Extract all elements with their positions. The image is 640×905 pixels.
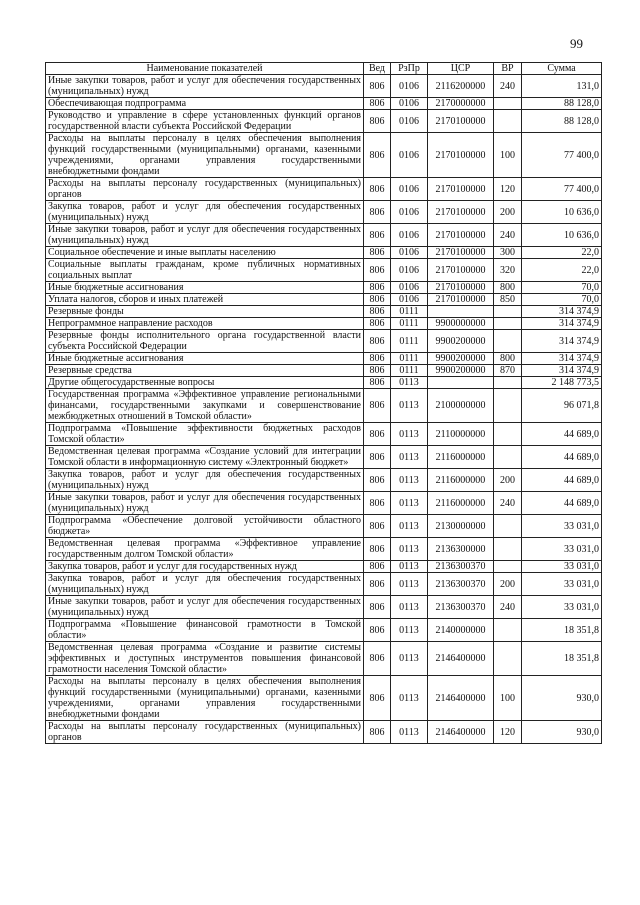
cell-ved: 806 — [364, 423, 391, 446]
cell-name: Расходы на выплаты персоналу в целях обеспечения выполнения функций государственными (муниципальными) органами, казенными учреждениями, органами управления государственными внебюджетными фондами — [46, 133, 364, 178]
cell-vr — [494, 642, 522, 676]
cell-csr: 2146400000 — [428, 676, 494, 721]
cell-vr: 870 — [494, 365, 522, 377]
cell-csr — [428, 377, 494, 389]
page-number: 99 — [570, 36, 583, 51]
cell-rzpr: 0106 — [391, 201, 428, 224]
cell-rzpr: 0113 — [391, 573, 428, 596]
table-row — [46, 353, 602, 365]
cell-ved: 806 — [364, 75, 391, 98]
cell-sum: 930,0 — [522, 721, 602, 744]
cell-vr: 240 — [494, 224, 522, 247]
cell-sum: 18 351,8 — [522, 619, 602, 642]
table-row — [46, 642, 602, 676]
cell-csr: 2136300370 — [428, 596, 494, 619]
cell-name: Подпрограмма «Повышение финансовой грамотности в Томской области» — [46, 619, 364, 642]
cell-rzpr: 0113 — [391, 423, 428, 446]
table-row — [46, 676, 602, 721]
cell-sum: 314 374,9 — [522, 318, 602, 330]
cell-csr: 2170100000 — [428, 133, 494, 178]
cell-ved: 806 — [364, 389, 391, 423]
cell-name: Подпрограмма «Обеспечение долговой устойчивости областного бюджета» — [46, 515, 364, 538]
cell-name: Иные бюджетные ассигнования — [46, 282, 364, 294]
table-row — [46, 365, 602, 377]
cell-sum: 10 636,0 — [522, 201, 602, 224]
cell-rzpr: 0113 — [391, 469, 428, 492]
cell-csr: 2146400000 — [428, 721, 494, 744]
cell-rzpr: 0106 — [391, 98, 428, 110]
table-row — [46, 515, 602, 538]
cell-name: Закупка товаров, работ и услуг для обеспечения государственных (муниципальных) нужд — [46, 201, 364, 224]
table-row — [46, 318, 602, 330]
cell-ved: 806 — [364, 110, 391, 133]
cell-ved: 806 — [364, 259, 391, 282]
cell-csr: 2140000000 — [428, 619, 494, 642]
cell-sum: 88 128,0 — [522, 98, 602, 110]
cell-ved: 806 — [364, 201, 391, 224]
cell-sum: 44 689,0 — [522, 492, 602, 515]
cell-vr: 200 — [494, 573, 522, 596]
cell-name: Расходы на выплаты персоналу в целях обеспечения выполнения функций государственными (муниципальными) органами, казенными учреждениями, органами управления государственными внебюджетными фондами — [46, 676, 364, 721]
cell-ved: 806 — [364, 561, 391, 573]
cell-vr: 240 — [494, 75, 522, 98]
cell-vr — [494, 538, 522, 561]
cell-name: Другие общегосударственные вопросы — [46, 377, 364, 389]
cell-vr — [494, 318, 522, 330]
cell-vr: 300 — [494, 247, 522, 259]
table-row — [46, 446, 602, 469]
cell-rzpr: 0106 — [391, 247, 428, 259]
cell-name: Государственная программа «Эффективное управление региональными финансами, государственными закупками и совершенствование межбюджетных отношений в Томской области» — [46, 389, 364, 423]
cell-csr: 2170100000 — [428, 201, 494, 224]
table-row — [46, 423, 602, 446]
cell-sum: 33 031,0 — [522, 573, 602, 596]
cell-csr: 9900000000 — [428, 318, 494, 330]
cell-vr — [494, 561, 522, 573]
table-row — [46, 98, 602, 110]
cell-ved: 806 — [364, 515, 391, 538]
table-row — [46, 110, 602, 133]
cell-csr — [428, 306, 494, 318]
cell-name: Иные закупки товаров, работ и услуг для обеспечения государственных (муниципальных) нужд — [46, 75, 364, 98]
header-vr: ВР — [494, 63, 522, 75]
header-rzpr: РзПр — [391, 63, 428, 75]
table-row — [46, 75, 602, 98]
cell-vr: 320 — [494, 259, 522, 282]
cell-sum: 96 071,8 — [522, 389, 602, 423]
table-row — [46, 538, 602, 561]
cell-rzpr: 0113 — [391, 515, 428, 538]
cell-csr: 2170100000 — [428, 110, 494, 133]
cell-name: Обеспечивающая подпрограмма — [46, 98, 364, 110]
cell-sum: 77 400,0 — [522, 133, 602, 178]
cell-ved: 806 — [364, 178, 391, 201]
cell-name: Закупка товаров, работ и услуг для обеспечения государственных (муниципальных) нужд — [46, 469, 364, 492]
cell-ved: 806 — [364, 721, 391, 744]
cell-sum: 314 374,9 — [522, 353, 602, 365]
cell-sum: 22,0 — [522, 259, 602, 282]
cell-name: Иные закупки товаров, работ и услуг для обеспечения государственных (муниципальных) нужд — [46, 224, 364, 247]
cell-vr: 200 — [494, 201, 522, 224]
cell-vr — [494, 330, 522, 353]
cell-rzpr: 0111 — [391, 353, 428, 365]
cell-name: Закупка товаров, работ и услуг для обеспечения государственных (муниципальных) нужд — [46, 573, 364, 596]
table-row — [46, 282, 602, 294]
cell-ved: 806 — [364, 596, 391, 619]
header-ved: Вед — [364, 63, 391, 75]
cell-name: Резервные средства — [46, 365, 364, 377]
cell-rzpr: 0113 — [391, 538, 428, 561]
cell-name: Ведомственная целевая программа «Эффективное управление государственным долгом Томской области» — [46, 538, 364, 561]
table-row — [46, 561, 602, 573]
cell-ved: 806 — [364, 133, 391, 178]
cell-vr: 120 — [494, 178, 522, 201]
cell-sum: 314 374,9 — [522, 330, 602, 353]
cell-sum: 314 374,9 — [522, 365, 602, 377]
cell-rzpr: 0106 — [391, 294, 428, 306]
cell-sum: 88 128,0 — [522, 110, 602, 133]
cell-csr: 2170000000 — [428, 98, 494, 110]
cell-rzpr: 0113 — [391, 642, 428, 676]
cell-vr: 200 — [494, 469, 522, 492]
cell-name: Непрограммное направление расходов — [46, 318, 364, 330]
cell-name: Социальное обеспечение и иные выплаты населению — [46, 247, 364, 259]
cell-rzpr: 0111 — [391, 306, 428, 318]
cell-name: Уплата налогов, сборов и иных платежей — [46, 294, 364, 306]
table-row — [46, 224, 602, 247]
cell-ved: 806 — [364, 365, 391, 377]
cell-ved: 806 — [364, 446, 391, 469]
cell-csr: 2170100000 — [428, 247, 494, 259]
cell-ved: 806 — [364, 377, 391, 389]
cell-sum: 33 031,0 — [522, 538, 602, 561]
cell-sum: 33 031,0 — [522, 561, 602, 573]
table-row — [46, 294, 602, 306]
cell-rzpr: 0111 — [391, 365, 428, 377]
cell-name: Ведомственная целевая программа «Создание условий для интеграции Томской области в информационную систему «Электронный бюджет» — [46, 446, 364, 469]
table-row — [46, 330, 602, 353]
cell-vr — [494, 515, 522, 538]
cell-sum: 70,0 — [522, 294, 602, 306]
cell-rzpr: 0113 — [391, 676, 428, 721]
cell-vr — [494, 423, 522, 446]
cell-csr: 2136300370 — [428, 561, 494, 573]
cell-sum: 77 400,0 — [522, 178, 602, 201]
cell-rzpr: 0106 — [391, 282, 428, 294]
cell-vr: 800 — [494, 353, 522, 365]
cell-vr — [494, 306, 522, 318]
cell-ved: 806 — [364, 619, 391, 642]
cell-vr: 120 — [494, 721, 522, 744]
cell-name: Расходы на выплаты персоналу государственных (муниципальных) органов — [46, 721, 364, 744]
cell-rzpr: 0106 — [391, 133, 428, 178]
cell-vr: 800 — [494, 282, 522, 294]
cell-csr: 2116000000 — [428, 492, 494, 515]
cell-ved: 806 — [364, 469, 391, 492]
cell-csr: 2136300370 — [428, 573, 494, 596]
cell-name: Иные закупки товаров, работ и услуг для обеспечения государственных (муниципальных) нужд — [46, 492, 364, 515]
cell-sum: 930,0 — [522, 676, 602, 721]
cell-vr: 240 — [494, 596, 522, 619]
table-row — [46, 247, 602, 259]
table-row — [46, 573, 602, 596]
cell-ved: 806 — [364, 98, 391, 110]
cell-ved: 806 — [364, 282, 391, 294]
table-body — [46, 75, 602, 744]
cell-rzpr: 0113 — [391, 721, 428, 744]
cell-ved: 806 — [364, 642, 391, 676]
cell-vr — [494, 377, 522, 389]
cell-rzpr: 0113 — [391, 561, 428, 573]
cell-rzpr: 0113 — [391, 446, 428, 469]
cell-csr: 9900200000 — [428, 365, 494, 377]
table-row — [46, 377, 602, 389]
cell-csr: 2170100000 — [428, 294, 494, 306]
cell-sum: 70,0 — [522, 282, 602, 294]
table-row — [46, 619, 602, 642]
cell-csr: 2100000000 — [428, 389, 494, 423]
table-row — [46, 133, 602, 178]
cell-sum: 10 636,0 — [522, 224, 602, 247]
cell-csr: 2146400000 — [428, 642, 494, 676]
table-row — [46, 201, 602, 224]
table-row — [46, 596, 602, 619]
cell-ved: 806 — [364, 224, 391, 247]
table-row — [46, 469, 602, 492]
cell-name: Руководство и управление в сфере установленных функций органов государственной власти субъекта Российской Федерации — [46, 110, 364, 133]
cell-rzpr: 0106 — [391, 259, 428, 282]
table-row — [46, 259, 602, 282]
header-name: Наименование показателей — [46, 63, 364, 75]
cell-name: Ведомственная целевая программа «Создание и развитие системы эффективных и доступных инструментов повышения финансовой грамотности населения Томской области» — [46, 642, 364, 676]
cell-ved: 806 — [364, 306, 391, 318]
cell-rzpr: 0113 — [391, 377, 428, 389]
cell-vr — [494, 446, 522, 469]
cell-sum: 44 689,0 — [522, 423, 602, 446]
cell-name: Подпрограмма «Повышение эффективности бюджетных расходов Томской области» — [46, 423, 364, 446]
cell-vr: 240 — [494, 492, 522, 515]
cell-rzpr: 0106 — [391, 75, 428, 98]
table-row — [46, 721, 602, 744]
cell-name: Расходы на выплаты персоналу государственных (муниципальных) органов — [46, 178, 364, 201]
cell-vr — [494, 619, 522, 642]
cell-rzpr: 0113 — [391, 596, 428, 619]
cell-sum: 44 689,0 — [522, 469, 602, 492]
cell-csr: 2130000000 — [428, 515, 494, 538]
cell-csr: 2116000000 — [428, 469, 494, 492]
cell-ved: 806 — [364, 330, 391, 353]
cell-rzpr: 0106 — [391, 178, 428, 201]
cell-ved: 806 — [364, 318, 391, 330]
table-row — [46, 492, 602, 515]
cell-vr: 850 — [494, 294, 522, 306]
cell-sum: 2 148 773,5 — [522, 377, 602, 389]
cell-vr — [494, 98, 522, 110]
cell-sum: 18 351,8 — [522, 642, 602, 676]
cell-rzpr: 0113 — [391, 619, 428, 642]
cell-ved: 806 — [364, 247, 391, 259]
cell-csr: 9900200000 — [428, 330, 494, 353]
cell-csr: 2116200000 — [428, 75, 494, 98]
table-row — [46, 306, 602, 318]
cell-csr: 2116000000 — [428, 446, 494, 469]
cell-sum: 22,0 — [522, 247, 602, 259]
cell-rzpr: 0111 — [391, 318, 428, 330]
cell-rzpr: 0106 — [391, 110, 428, 133]
table-header-row — [46, 63, 602, 75]
table-row — [46, 389, 602, 423]
cell-rzpr: 0113 — [391, 492, 428, 515]
cell-ved: 806 — [364, 294, 391, 306]
cell-csr: 9900200000 — [428, 353, 494, 365]
cell-rzpr: 0106 — [391, 224, 428, 247]
cell-sum: 44 689,0 — [522, 446, 602, 469]
table-row — [46, 178, 602, 201]
cell-ved: 806 — [364, 538, 391, 561]
cell-csr: 2136300000 — [428, 538, 494, 561]
cell-rzpr: 0111 — [391, 330, 428, 353]
cell-csr: 2170100000 — [428, 282, 494, 294]
budget-table — [45, 62, 602, 744]
cell-ved: 806 — [364, 573, 391, 596]
cell-rzpr: 0113 — [391, 389, 428, 423]
cell-sum: 314 374,9 — [522, 306, 602, 318]
cell-sum: 131,0 — [522, 75, 602, 98]
cell-vr — [494, 389, 522, 423]
cell-ved: 806 — [364, 353, 391, 365]
cell-name: Иные бюджетные ассигнования — [46, 353, 364, 365]
cell-ved: 806 — [364, 676, 391, 721]
cell-name: Резервные фонды исполнительного органа государственной власти субъекта Российской Федерации — [46, 330, 364, 353]
cell-ved: 806 — [364, 492, 391, 515]
cell-sum: 33 031,0 — [522, 596, 602, 619]
cell-vr — [494, 110, 522, 133]
cell-csr: 2170100000 — [428, 224, 494, 247]
cell-name: Социальные выплаты гражданам, кроме публичных нормативных социальных выплат — [46, 259, 364, 282]
cell-csr: 2170100000 — [428, 259, 494, 282]
cell-vr: 100 — [494, 133, 522, 178]
cell-sum: 33 031,0 — [522, 515, 602, 538]
cell-name: Иные закупки товаров, работ и услуг для обеспечения государственных (муниципальных) нужд — [46, 596, 364, 619]
cell-csr: 2170100000 — [428, 178, 494, 201]
cell-name: Закупка товаров, работ и услуг для государственных нужд — [46, 561, 364, 573]
cell-vr: 100 — [494, 676, 522, 721]
cell-name: Резервные фонды — [46, 306, 364, 318]
header-csr: ЦСР — [428, 63, 494, 75]
cell-csr: 2110000000 — [428, 423, 494, 446]
header-sum: Сумма — [522, 63, 602, 75]
